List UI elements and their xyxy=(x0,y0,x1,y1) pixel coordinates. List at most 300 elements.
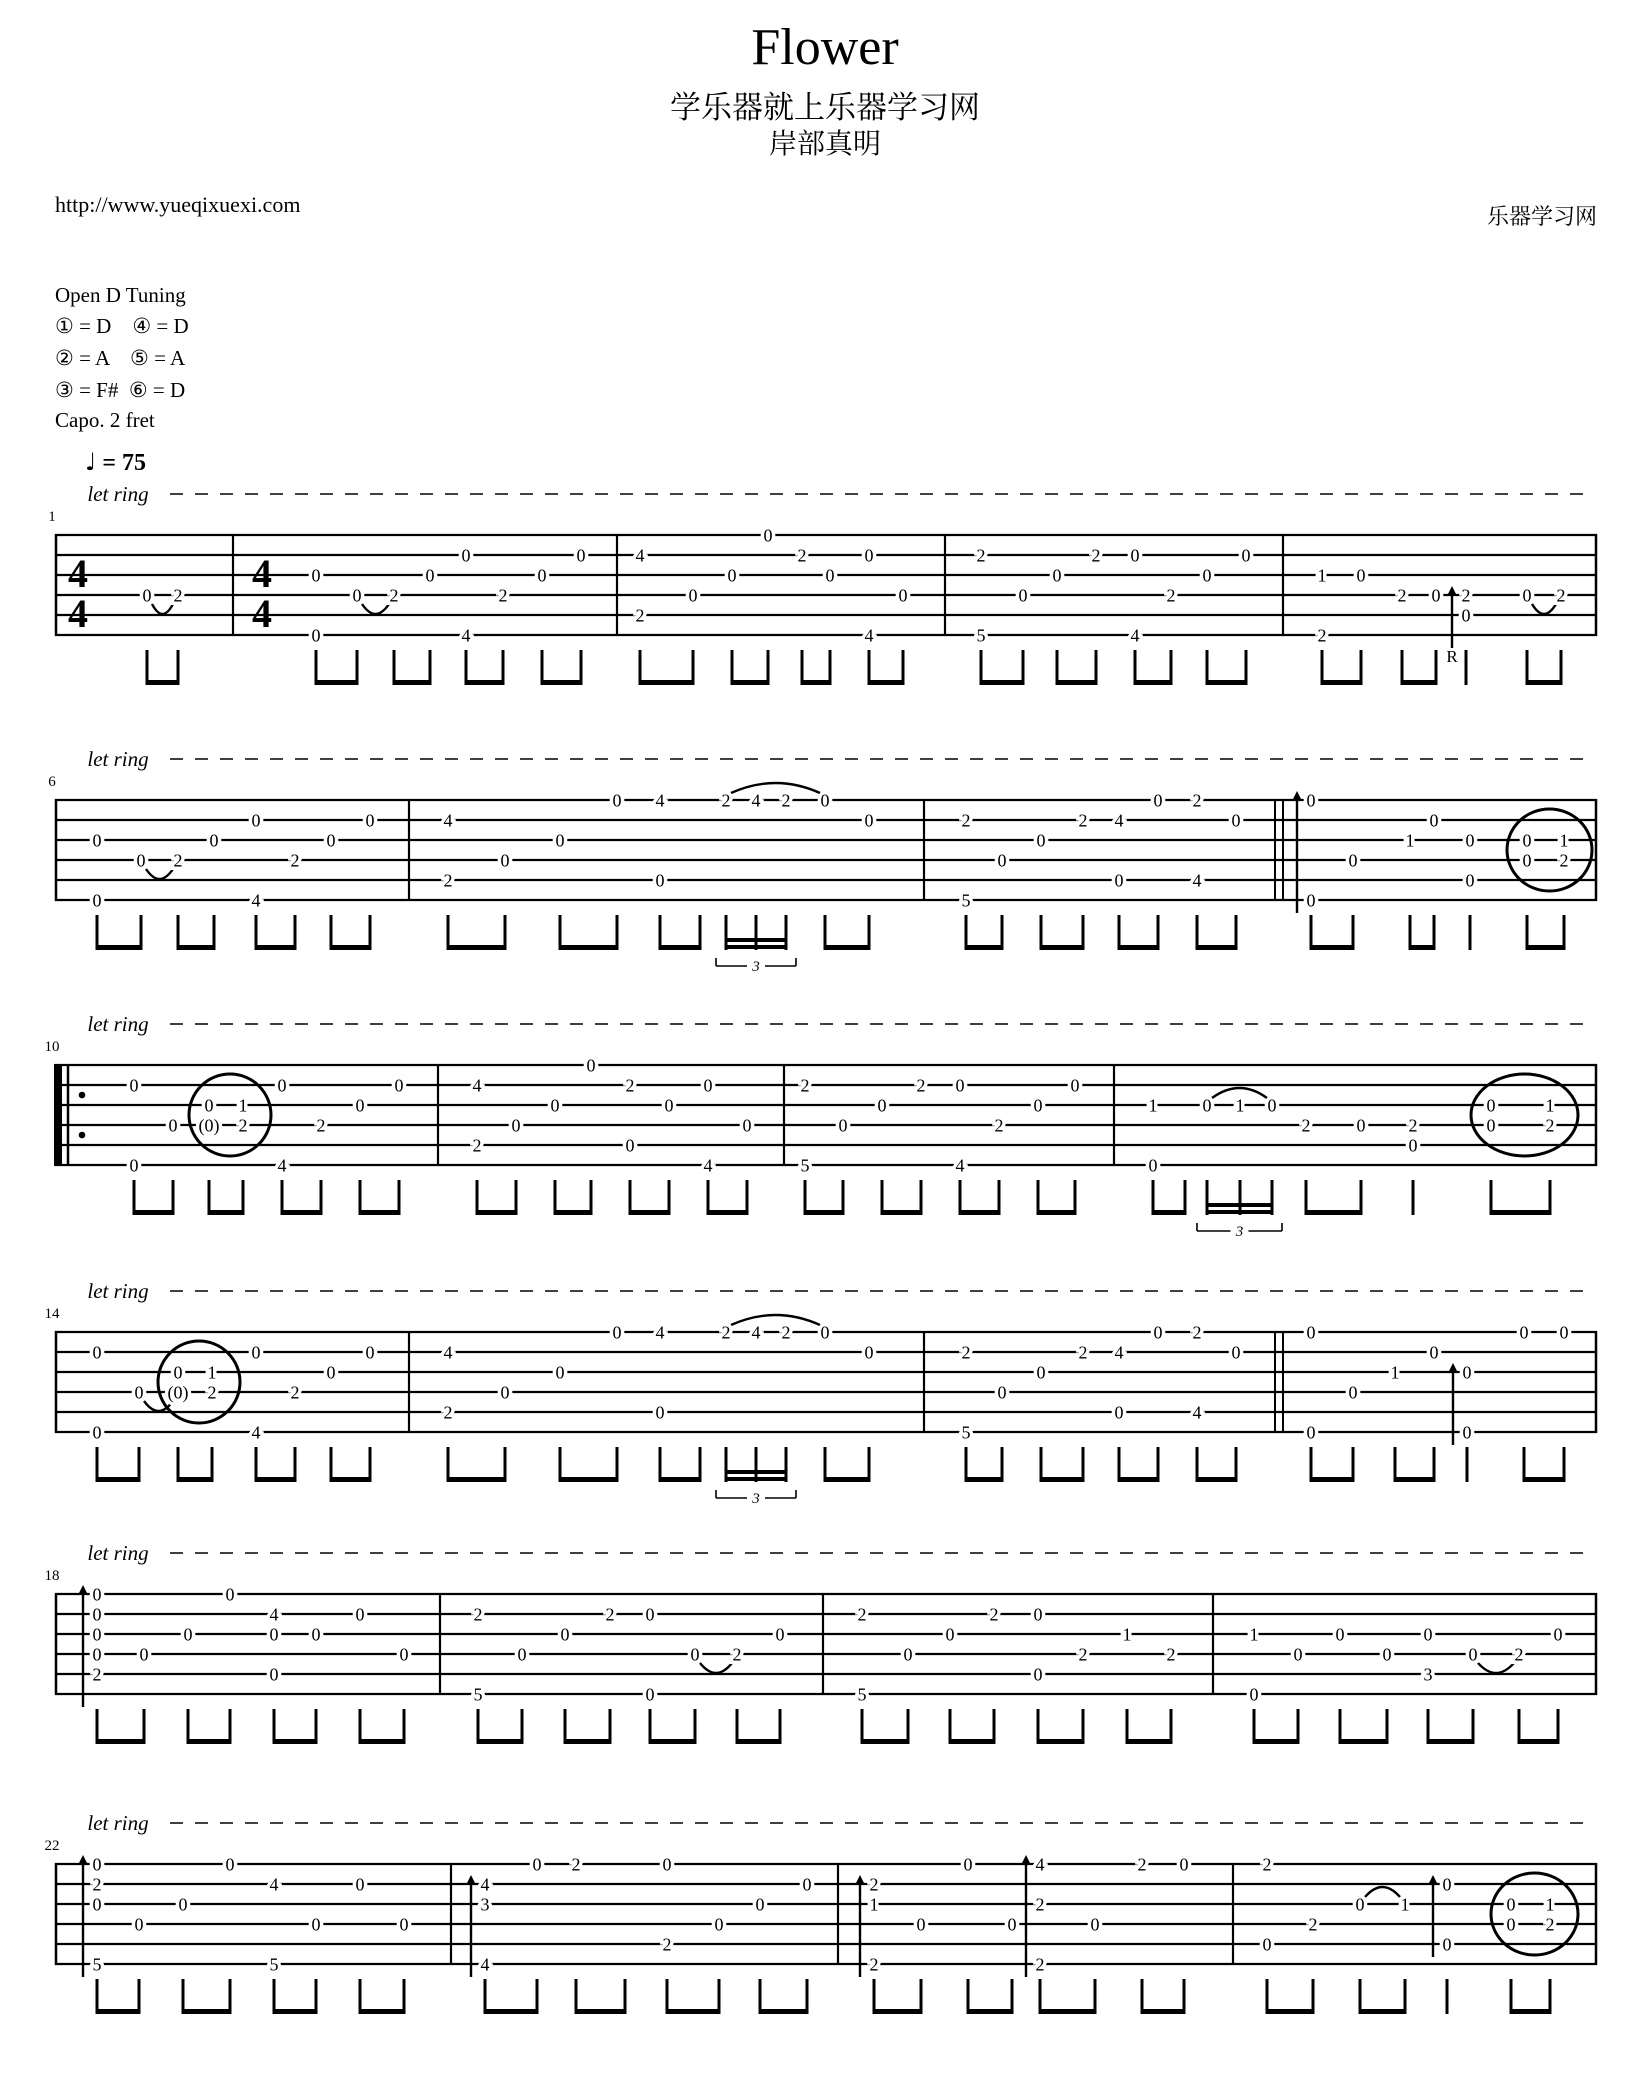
tab-note: 4 xyxy=(480,1954,490,1975)
tab-note: 0 xyxy=(204,1095,214,1116)
tab-note: 0 xyxy=(277,1075,287,1096)
tab-note: 4 xyxy=(1035,1854,1045,1875)
tab-note: 0 xyxy=(134,1382,144,1403)
tab-note: 0 xyxy=(1486,1115,1496,1136)
tab-note: 0 xyxy=(92,890,102,911)
tab-note: 0 xyxy=(511,1115,521,1136)
tab-note: 0 xyxy=(1506,1914,1516,1935)
tab-note: 4 xyxy=(251,1422,261,1443)
tab-note: 0 xyxy=(1249,1684,1259,1705)
tab-note: 0 xyxy=(92,1854,102,1875)
tab-note: 0 xyxy=(838,1115,848,1136)
let-ring-marking xyxy=(87,482,1590,506)
tab-note: 0 xyxy=(183,1624,193,1645)
tab-note: 4 xyxy=(1192,870,1202,891)
tab-note: 0 xyxy=(714,1914,724,1935)
artist-name: 岸部真明 xyxy=(768,129,881,160)
tuning-line-2: ② = A ⑤ = A xyxy=(55,346,186,370)
tab-note: 2 xyxy=(498,585,508,606)
tab-note: 2 xyxy=(1556,585,1566,606)
tab-note: 0 xyxy=(655,1402,665,1423)
strum-arrow-icon xyxy=(1292,791,1302,913)
tab-system-6 xyxy=(0,720,1650,990)
svg-text:4: 4 xyxy=(252,551,272,596)
tab-note: 4 xyxy=(635,545,645,566)
tab-note: 0 xyxy=(461,545,471,566)
tab-note: 0 xyxy=(311,625,321,646)
tab-note: 2 xyxy=(989,1604,999,1625)
tab-note: 2 xyxy=(472,1135,482,1156)
measure-number xyxy=(48,774,56,790)
tab-note: 4 xyxy=(751,1322,761,1343)
svg-text:let ring: let ring xyxy=(87,482,149,506)
tab-note: 0 xyxy=(251,810,261,831)
tab-note: 0 xyxy=(820,1322,830,1343)
tab-note: 0 xyxy=(1306,890,1316,911)
tab-note: 0 xyxy=(500,1382,510,1403)
tab-note: 1 xyxy=(1559,830,1569,851)
tab-note: 1 xyxy=(1400,1894,1410,1915)
tab-note: 0 xyxy=(864,810,874,831)
tab-note: 0 xyxy=(775,1624,785,1645)
slur-arcs xyxy=(152,604,1556,614)
tab-note: 2 xyxy=(605,1604,615,1625)
tab-note: 4 xyxy=(751,790,761,811)
triplet-label: 3 xyxy=(752,1491,760,1507)
tab-note: 0 xyxy=(311,565,321,586)
tempo-value: = 75 xyxy=(96,450,147,476)
tab-note: 0 xyxy=(612,790,622,811)
tab-note: 2 xyxy=(571,1854,581,1875)
tab-note: 0 xyxy=(864,545,874,566)
svg-text:4: 4 xyxy=(252,591,272,636)
quarter-note-icon: ♩ xyxy=(85,448,97,476)
slur-arcs xyxy=(146,783,820,879)
tab-note: 2 xyxy=(290,1382,300,1403)
tab-note: 0 xyxy=(576,545,586,566)
tab-note: 2 xyxy=(1397,585,1407,606)
let-ring-marking xyxy=(87,747,1590,771)
tab-note: 0 xyxy=(173,1362,183,1383)
tab-note: 0 xyxy=(225,1854,235,1875)
tab-note: 0 xyxy=(311,1914,321,1935)
tab-note: 0 xyxy=(142,585,152,606)
tab-note: 0 xyxy=(820,790,830,811)
tab-note: 0 xyxy=(916,1914,926,1935)
tab-note: 4 xyxy=(443,1342,453,1363)
tab-note: 4 xyxy=(1114,810,1124,831)
tab-note: 1 xyxy=(1122,1624,1132,1645)
tab-note: 0 xyxy=(1356,1115,1366,1136)
svg-text:let ring: let ring xyxy=(87,1279,149,1303)
tab-note: 0 xyxy=(355,1095,365,1116)
tab-note: 0 xyxy=(1506,1894,1516,1915)
tab-note: 0 xyxy=(1202,1095,1212,1116)
tab-note: 0 xyxy=(269,1664,279,1685)
tab-note: 5 xyxy=(92,1954,102,1975)
tab-note: 0 xyxy=(997,1382,1007,1403)
tab-note: 0 xyxy=(1036,830,1046,851)
tab-note: 0 xyxy=(655,870,665,891)
tab-note: 0 xyxy=(1382,1644,1392,1665)
tab-note: 2 xyxy=(869,1954,879,1975)
tab-note: 2 xyxy=(173,585,183,606)
strum-arrow-icon xyxy=(1447,586,1457,648)
time-signature xyxy=(68,551,88,636)
tab-note: 4 xyxy=(480,1874,490,1895)
tab-note: 0 xyxy=(1465,870,1475,891)
tab-note: 0 xyxy=(802,1874,812,1895)
tab-note: 0 xyxy=(612,1322,622,1343)
tab-note: 0 xyxy=(555,1362,565,1383)
let-ring-marking xyxy=(87,1541,1590,1565)
rhythm-beams xyxy=(96,915,1566,975)
tab-note: 0 xyxy=(1293,1644,1303,1665)
tab-note: 1 xyxy=(238,1095,248,1116)
tab-note: 0 xyxy=(1522,850,1532,871)
tab-note: 0 xyxy=(555,830,565,851)
strum-arrow-icon xyxy=(855,1875,865,1977)
tab-note: 0 xyxy=(550,1095,560,1116)
tab-note: 2 xyxy=(92,1664,102,1685)
tab-note: 0 xyxy=(134,1914,144,1935)
tab-note: 2 xyxy=(1317,625,1327,646)
let-ring-marking xyxy=(87,1012,1590,1036)
tab-note: 3 xyxy=(480,1894,490,1915)
tab-note: 0 xyxy=(537,565,547,586)
tab-note: 0 xyxy=(763,525,773,546)
tab-note: 0 xyxy=(963,1854,973,1875)
rhythm-beams xyxy=(133,1180,1552,1240)
svg-text:let ring: let ring xyxy=(87,1811,149,1835)
tab-note: 0 xyxy=(1179,1854,1189,1875)
tab-note: 2 xyxy=(1166,1644,1176,1665)
tab-note: 2 xyxy=(1545,1115,1555,1136)
tab-note: 2 xyxy=(1559,850,1569,871)
tab-note: 2 xyxy=(625,1075,635,1096)
tab-note: 0 xyxy=(1052,565,1062,586)
tap-label: R xyxy=(1446,647,1458,666)
tab-note: 0 xyxy=(399,1914,409,1935)
tab-note: 1 xyxy=(1148,1095,1158,1116)
tab-note: 2 xyxy=(1545,1914,1555,1935)
oval-marking xyxy=(1491,1873,1578,1955)
tab-note: 0 xyxy=(251,1342,261,1363)
tab-note: 2 xyxy=(635,605,645,626)
tab-note: 0 xyxy=(1486,1095,1496,1116)
tab-note: 0 xyxy=(209,830,219,851)
tab-note: 0 xyxy=(1090,1914,1100,1935)
strum-arrow-icon xyxy=(78,1855,88,1977)
tab-note: 4 xyxy=(277,1155,287,1176)
tab-note: 3 xyxy=(1423,1664,1433,1685)
tab-note: 0 xyxy=(586,1055,596,1076)
tab-note: 0 xyxy=(1036,1362,1046,1383)
slur-arcs xyxy=(144,1315,820,1411)
tab-note: 2 xyxy=(1166,585,1176,606)
tab-note: 2 xyxy=(316,1115,326,1136)
tab-note: 0 xyxy=(139,1644,149,1665)
let-ring-marking xyxy=(87,1811,1590,1835)
tab-notes xyxy=(78,1585,1563,1708)
tab-note: 0 xyxy=(825,565,835,586)
tab-note: 0 xyxy=(517,1644,527,1665)
tuning-line-1: ① = D ④ = D xyxy=(55,314,189,338)
staff-lines xyxy=(55,1863,1597,1965)
tab-note: 5 xyxy=(857,1684,867,1705)
tab-note: 0 xyxy=(399,1644,409,1665)
tab-note: 5 xyxy=(961,890,971,911)
svg-text:18: 18 xyxy=(44,1568,60,1584)
tab-note: 0 xyxy=(688,585,698,606)
tab-note: 1 xyxy=(1405,830,1415,851)
tab-note: 2 xyxy=(1262,1854,1272,1875)
slur-arcs xyxy=(1365,1887,1400,1897)
oval-marking xyxy=(1507,809,1592,891)
tab-note: 0 xyxy=(92,1342,102,1363)
tab-note: 0 xyxy=(1033,1664,1043,1685)
tab-note: 0 xyxy=(1202,565,1212,586)
tab-note: 0 xyxy=(129,1155,139,1176)
tab-note: 0 xyxy=(1033,1095,1043,1116)
tab-note: 0 xyxy=(1262,1934,1272,1955)
tab-note: 4 xyxy=(269,1874,279,1895)
tab-note: 2 xyxy=(1035,1894,1045,1915)
tuning-line-3: ③ = F# ⑥ = D xyxy=(55,378,186,402)
tab-notes xyxy=(93,1323,1569,1446)
tab-note: 2 xyxy=(207,1382,217,1403)
tab-note: 0 xyxy=(1468,1644,1478,1665)
rhythm-beams xyxy=(96,1979,1552,2014)
tab-note: 2 xyxy=(797,545,807,566)
tab-note: 0 xyxy=(645,1684,655,1705)
tab-note: 0 xyxy=(1018,585,1028,606)
tab-note: 0 xyxy=(500,850,510,871)
staff-lines xyxy=(55,1593,1597,1695)
tab-note: 1 xyxy=(1235,1095,1245,1116)
tab-note: 0 xyxy=(997,850,1007,871)
tab-note: 2 xyxy=(443,870,453,891)
tab-note: 0 xyxy=(355,1604,365,1625)
tab-note: 2 xyxy=(662,1934,672,1955)
tab-note: 0 xyxy=(1267,1095,1277,1116)
measure-number xyxy=(45,1306,61,1322)
measure-number xyxy=(45,1838,60,1854)
song-title: Flower xyxy=(751,19,899,76)
tab-note: 0 xyxy=(311,1624,321,1645)
tab-note: 0 xyxy=(1231,1342,1241,1363)
tab-note: 0 xyxy=(365,810,375,831)
tab-note: 0 xyxy=(1231,810,1241,831)
tab-note: 2 xyxy=(800,1075,810,1096)
tab-note: 0 xyxy=(92,830,102,851)
tab-note: 2 xyxy=(1137,1854,1147,1875)
tab-note: 0 xyxy=(690,1644,700,1665)
tab-note: 0 xyxy=(394,1075,404,1096)
tab-note: 0 xyxy=(1423,1624,1433,1645)
tab-note: 2 xyxy=(994,1115,1004,1136)
tab-note: 2 xyxy=(857,1604,867,1625)
tab-note: 0 xyxy=(1429,1342,1439,1363)
tab-note: 4 xyxy=(251,890,261,911)
tab-note: 5 xyxy=(269,1954,279,1975)
tab-note: 0 xyxy=(645,1604,655,1625)
staff-lines xyxy=(55,1331,1597,1433)
svg-text:4: 4 xyxy=(68,591,88,636)
strum-arrow-icon xyxy=(1021,1855,1031,1977)
tab-note: 5 xyxy=(961,1422,971,1443)
svg-text:14: 14 xyxy=(44,1306,60,1322)
tab-note: 0 xyxy=(1429,810,1439,831)
tab-note: 0 xyxy=(1148,1155,1158,1176)
tab-note: 0 xyxy=(425,565,435,586)
tab-note: 2 xyxy=(721,790,731,811)
tab-note: 2 xyxy=(1308,1914,1318,1935)
tab-note: 1 xyxy=(1317,565,1327,586)
tab-note: 2 xyxy=(389,585,399,606)
tab-note: 2 xyxy=(443,1402,453,1423)
tab-note: 2 xyxy=(1192,1322,1202,1343)
tab-note: 4 xyxy=(703,1155,713,1176)
site-slogan: 学乐器就上乐器学习网 xyxy=(670,90,980,125)
tab-note: 4 xyxy=(655,790,665,811)
svg-text:10: 10 xyxy=(44,1039,60,1055)
tab-note: 0 xyxy=(1070,1075,1080,1096)
tab-note: 2 xyxy=(1091,545,1101,566)
rhythm-beams xyxy=(146,650,1563,685)
tab-note: 2 xyxy=(290,850,300,871)
tab-note: 5 xyxy=(800,1155,810,1176)
tab-note: 0 xyxy=(352,585,362,606)
tab-note: 0 xyxy=(1356,565,1366,586)
tab-note: 1 xyxy=(1545,1095,1555,1116)
tab-note: 0 xyxy=(1559,1322,1569,1343)
tab-note: 0 xyxy=(1553,1624,1563,1645)
tab-note: 0 xyxy=(225,1584,235,1605)
tab-note: 1 xyxy=(1249,1624,1259,1645)
tab-note: 2 xyxy=(238,1115,248,1136)
tab-notes xyxy=(78,1855,1555,1978)
tab-note: 0 xyxy=(326,1362,336,1383)
tab-note: 2 xyxy=(1408,1115,1418,1136)
time-signature xyxy=(252,551,272,636)
measure-number xyxy=(45,1568,60,1584)
tab-note: 0 xyxy=(1355,1894,1365,1915)
strum-arrow-icon xyxy=(78,1585,88,1707)
tab-note: 0 xyxy=(1462,1422,1472,1443)
tab-note: 0 xyxy=(1442,1934,1452,1955)
tab-system-10 xyxy=(0,985,1650,1255)
tab-note: (0) xyxy=(167,1382,189,1403)
svg-text:1: 1 xyxy=(48,509,56,525)
tab-note: 0 xyxy=(662,1854,672,1875)
tab-note: 0 xyxy=(664,1095,674,1116)
tab-note: 0 xyxy=(1442,1874,1452,1895)
tab-note: 2 xyxy=(1514,1644,1524,1665)
tab-note: 0 xyxy=(1408,1135,1418,1156)
tab-note: 1 xyxy=(207,1362,217,1383)
tab-system-1 xyxy=(0,455,1650,725)
tab-note: 0 xyxy=(1153,790,1163,811)
tab-note: 0 xyxy=(945,1624,955,1645)
tab-note: 0 xyxy=(1033,1604,1043,1625)
tab-note: 2 xyxy=(1301,1115,1311,1136)
tab-note: 2 xyxy=(781,1322,791,1343)
tab-note: 0 xyxy=(136,850,146,871)
tab-note: 0 xyxy=(1114,870,1124,891)
tab-note: 2 xyxy=(732,1644,742,1665)
tab-note: 2 xyxy=(473,1604,483,1625)
tab-note: 4 xyxy=(472,1075,482,1096)
tuning-label: Open D Tuning xyxy=(55,283,186,307)
website-url[interactable]: http://www.yueqixuexi.com xyxy=(55,192,301,217)
tab-note: 0 xyxy=(365,1342,375,1363)
tab-notes xyxy=(93,791,1569,914)
tab-note: 0 xyxy=(1007,1914,1017,1935)
tab-notes xyxy=(130,1056,1555,1176)
let-ring-marking xyxy=(87,1279,1590,1303)
tab-note: 0 xyxy=(864,1342,874,1363)
tab-note: 0 xyxy=(955,1075,965,1096)
tab-note: 0 xyxy=(1335,1624,1345,1645)
tab-note: 2 xyxy=(1461,585,1471,606)
tab-system-22 xyxy=(0,1784,1650,2054)
tab-note: 0 xyxy=(1153,1322,1163,1343)
tab-note: 0 xyxy=(1130,545,1140,566)
tab-note: 2 xyxy=(781,790,791,811)
tab-note: 0 xyxy=(92,1422,102,1443)
tab-note: 0 xyxy=(903,1644,913,1665)
tab-note: 0 xyxy=(1461,605,1471,626)
tab-note: 2 xyxy=(173,850,183,871)
tab-note: 4 xyxy=(461,625,471,646)
tab-note: 0 xyxy=(703,1075,713,1096)
tab-note: 0 xyxy=(727,565,737,586)
tab-note: 1 xyxy=(1545,1894,1555,1915)
tab-note: 0 xyxy=(129,1075,139,1096)
tab-note: 0 xyxy=(898,585,908,606)
tab-note: 0 xyxy=(355,1874,365,1895)
svg-text:let ring: let ring xyxy=(87,1541,149,1565)
svg-text:6: 6 xyxy=(48,774,56,790)
repeat-start-sign xyxy=(54,1064,85,1166)
tab-note: 0 xyxy=(92,1644,102,1665)
tab-note: 4 xyxy=(1130,625,1140,646)
tab-note: 0 xyxy=(532,1854,542,1875)
tab-note: 2 xyxy=(1078,810,1088,831)
tab-note: 0 xyxy=(92,1624,102,1645)
tab-note: 4 xyxy=(955,1155,965,1176)
tab-note: 0 xyxy=(1241,545,1251,566)
tab-note: 0 xyxy=(755,1894,765,1915)
tab-note: 0 xyxy=(1306,1422,1316,1443)
tab-note: 2 xyxy=(1078,1342,1088,1363)
staff-lines xyxy=(55,799,1597,901)
tab-note: 1 xyxy=(1390,1362,1400,1383)
tab-note: 4 xyxy=(269,1604,279,1625)
tab-note: 1 xyxy=(869,1894,879,1915)
tab-note: 0 xyxy=(1348,1382,1358,1403)
tab-note: 0 xyxy=(269,1624,279,1645)
rhythm-beams xyxy=(96,1709,1560,1744)
tab-note: 0 xyxy=(1462,1362,1472,1383)
svg-text:let ring: let ring xyxy=(87,1012,149,1036)
tab-note: 0 xyxy=(1465,830,1475,851)
tab-note: 2 xyxy=(92,1874,102,1895)
tab-note: 2 xyxy=(1035,1954,1045,1975)
tab-note: 4 xyxy=(864,625,874,646)
tab-system-18 xyxy=(0,1514,1650,1784)
